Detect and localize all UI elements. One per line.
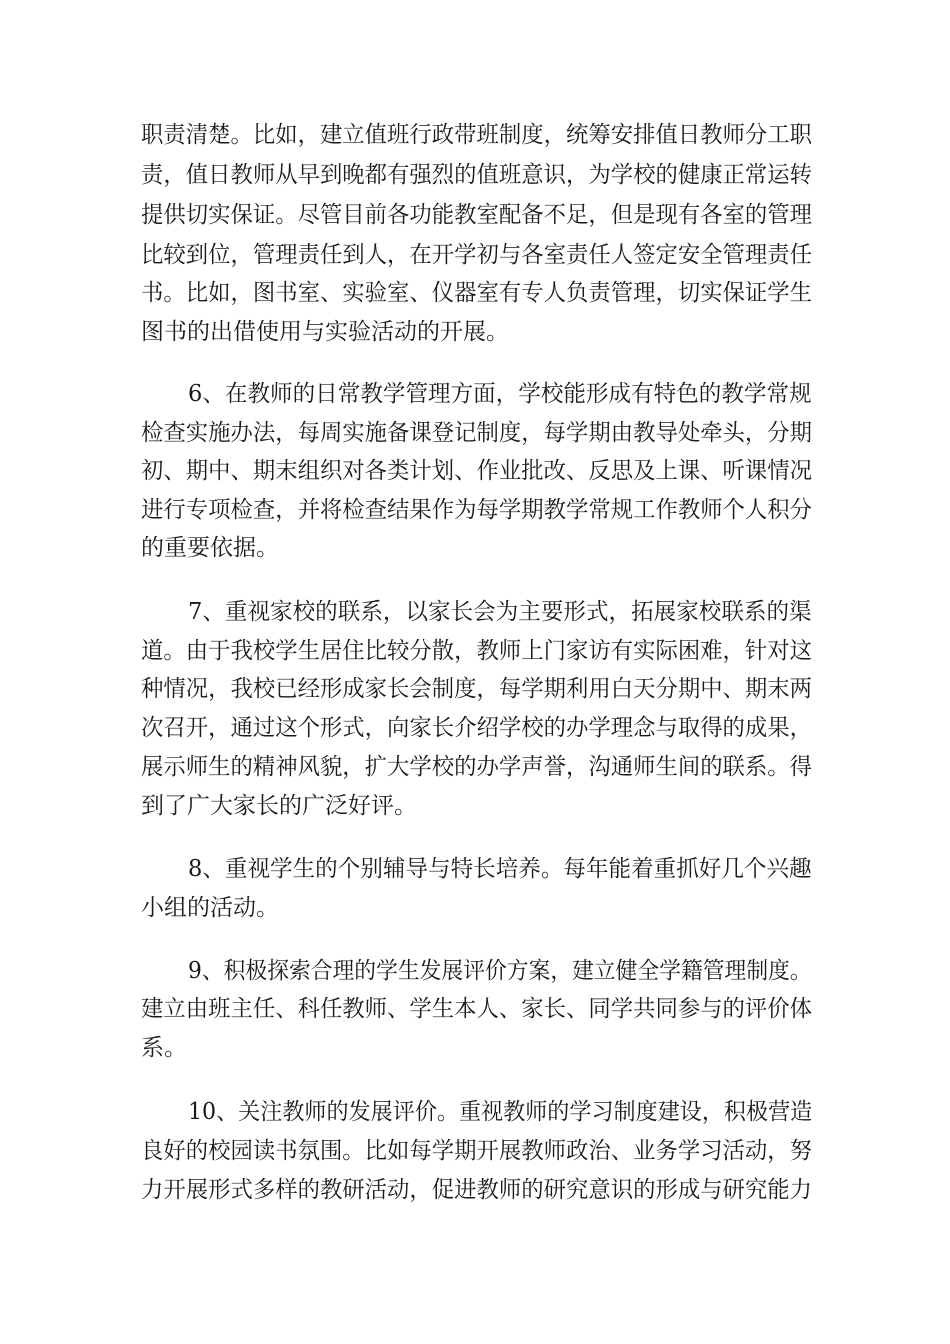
text-line: 小组的活动。 [141, 895, 279, 921]
text-line: 7、重视家校的联系，以家长会为主要形式，拓展家校联系的渠 [188, 599, 812, 625]
text-line: 提供切实保证。尽管目前各功能教室配备不足，但是现有各室的管理 [141, 202, 813, 228]
text-line: 检查实施办法，每周实施备课登记制度，每学期由教导处牵头，分期 [141, 420, 813, 446]
text-line: 责，值日教师从早到晚都有强烈的值班意识，为学校的健康正常运转 [141, 162, 813, 188]
text-line: 职责清楚。比如，建立值班行政带班制度，统筹安排值日教师分工职 [141, 122, 813, 148]
text-line: 进行专项检查，并将检查结果作为每学期教学常规工作教师个人积分 [141, 497, 813, 523]
text-line: 比较到位，管理责任到人，在开学初与各室责任人签定安全管理责任 [141, 242, 813, 268]
text-line: 到了广大家长的广泛好评。 [141, 793, 417, 819]
text-line: 力开展形式多样的教研活动，促进教师的研究意识的形成与研究能力 [141, 1177, 813, 1203]
text-line: 展示师生的精神风貌，扩大学校的办学声誉，沟通师生间的联系。得 [141, 754, 813, 780]
text-line: 道。由于我校学生居住比较分散，教师上门家访有实际困难，针对这 [141, 638, 813, 664]
text-line: 6、在教师的日常教学管理方面，学校能形成有特色的教学常规 [188, 381, 812, 407]
text-line: 10、关注教师的发展评价。重视教师的学习制度建设，积极营造 [188, 1099, 813, 1125]
text-line: 初、期中、期末组织对各类计划、作业批改、反思及上课、听课情况 [141, 458, 813, 484]
text-line: 图书的出借使用与实验活动的开展。 [141, 319, 509, 345]
text-line: 种情况，我校已经形成家长会制度，每学期利用白天分期中、期末两 [141, 676, 813, 702]
text-line: 9、积极探索合理的学生发展评价方案，建立健全学籍管理制度。 [188, 958, 812, 984]
text-line: 次召开，通过这个形式，向家长介绍学校的办学理念与取得的成果， [141, 715, 813, 741]
text-line: 8、重视学生的个别辅导与特长培养。每年能着重抓好几个兴趣 [188, 856, 812, 882]
text-line: 系。 [141, 1035, 187, 1061]
text-line: 建立由班主任、科任教师、学生本人、家长、同学共同参与的评价体 [141, 996, 813, 1022]
text-line: 书。比如，图书室、实验室、仪器室有专人负责管理，切实保证学生 [141, 280, 813, 306]
text-line: 良好的校园读书氛围。比如每学期开展教师政治、业务学习活动，努 [141, 1138, 813, 1164]
text-line: 的重要依据。 [141, 535, 279, 561]
